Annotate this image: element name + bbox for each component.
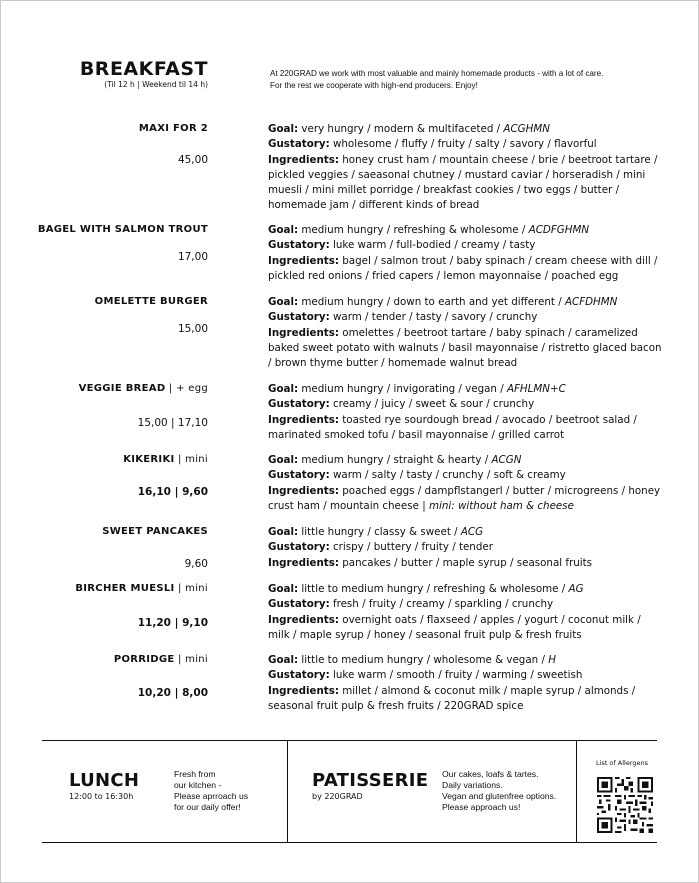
- lunch-text: [174, 769, 248, 813]
- gustatory-label: Gustatory:: [268, 598, 330, 611]
- item-gustatory: [268, 540, 663, 555]
- item-name: [114, 653, 208, 666]
- item-ingredients: [268, 684, 663, 715]
- gustatory-label: Gustatory:: [268, 398, 330, 411]
- item-gustatory: [268, 238, 663, 253]
- item-ingredients: [268, 153, 663, 214]
- goal-text: medium hungry / invigorating / vegan /: [301, 383, 507, 395]
- ingredients-text: honey crust ham / mountain cheese / brie / beetroot tartare / pickled veggies / saeasonal chutney / mustard caviar / horseradish / mini muesli / mini millet porridge / breakfast cookies / two eggs / butter / homemade jam / different kinds of bread: [268, 153, 658, 212]
- item-description: [268, 653, 663, 714]
- goal-text: medium hungry / refreshing & wholesome /: [301, 224, 529, 236]
- item-tag: | mini: [174, 454, 208, 465]
- item-ingredients: [268, 413, 663, 444]
- item-name: [79, 382, 208, 395]
- item-description: [268, 453, 663, 514]
- intro-line-1: At 220GRAD we work with most valuable and mainly homemade products - with a lot of care.: [270, 69, 604, 78]
- goal-label: Goal:: [268, 654, 299, 666]
- item-description: [268, 582, 663, 643]
- item-title: KIKERIKI: [123, 454, 175, 465]
- gustatory-label: Gustatory:: [268, 311, 330, 324]
- item-price: 45,00: [177, 154, 208, 166]
- item-ingredients: [268, 484, 663, 515]
- footer-divider-left: [287, 741, 288, 842]
- footer-divider-right: [576, 741, 577, 842]
- item-name: [102, 525, 208, 538]
- ingredients-label: Ingredients:: [268, 326, 339, 339]
- allergen-codes: H: [548, 654, 556, 666]
- item-price: 15,00: [177, 323, 208, 335]
- patisserie-text: [442, 769, 556, 813]
- gustatory-text: luke warm / smooth / fruity / warming / sweetish: [332, 669, 583, 682]
- ingredients-label: Ingredients:: [268, 613, 339, 626]
- goal-text: medium hungry / straight & hearty /: [301, 454, 492, 466]
- item-description: [268, 295, 663, 371]
- allergen-codes: ACFDHMN: [564, 296, 618, 308]
- lunch-text-line: our kitchen -: [174, 780, 222, 790]
- item-gustatory: [268, 668, 663, 683]
- goal-label: Goal:: [268, 224, 299, 236]
- item-gustatory: [268, 310, 663, 325]
- lunch-text-line: Fresh from: [174, 769, 216, 779]
- item-name: [123, 453, 208, 466]
- gustatory-text: crispy / buttery / fruity / tender: [332, 541, 493, 554]
- footer-bottom-divider: [42, 842, 657, 843]
- patisserie-by: by 220GRAD: [312, 792, 363, 801]
- allergen-list-label: List of Allergens: [596, 759, 649, 767]
- item-goal: [268, 653, 663, 668]
- lunch-text-line: for our daily offer!: [174, 802, 241, 812]
- ingredients-label: Ingredients:: [268, 153, 339, 166]
- ingredients-label: Ingredients:: [268, 684, 339, 697]
- breakfast-hours: (Til 12 h | Weekend til 14 h): [104, 80, 208, 89]
- item-goal: [268, 223, 663, 238]
- ingredients-text: millet / almond & coconut milk / maple syrup / almonds / seasonal fruit pulp & fresh fruits / 220GRAD spice: [268, 684, 636, 712]
- gustatory-label: Gustatory:: [268, 239, 330, 252]
- gustatory-label: Gustatory:: [268, 138, 330, 151]
- goal-label: Goal:: [268, 123, 299, 135]
- gustatory-text: luke warm / full-bodied / creamy / tasty: [332, 239, 536, 252]
- ingredients-text: toasted rye sourdough bread / avocado / beetroot salad / marinated smoked tofu / basil mayonnaise / grilled carrot: [268, 413, 637, 441]
- item-description: [268, 525, 663, 571]
- goal-label: Goal:: [268, 526, 299, 538]
- item-tag: | mini: [174, 583, 208, 594]
- item-price: 11,20 | 9,10: [137, 617, 208, 629]
- goal-text: little hungry / classy & sweet /: [301, 526, 461, 538]
- ingredients-label: Ingredients:: [268, 254, 339, 267]
- allergen-codes: AFHLMN+C: [506, 383, 566, 395]
- gustatory-label: Gustatory:: [268, 541, 330, 554]
- item-gustatory: [268, 137, 663, 152]
- allergen-codes: ACDFGHMN: [528, 224, 590, 236]
- patisserie-title: PATISSERIE: [312, 770, 429, 791]
- footer-top-divider: [42, 740, 657, 741]
- ingredients-label: Ingredients:: [268, 484, 339, 497]
- item-description: [268, 122, 663, 214]
- allergen-codes: ACG: [460, 526, 484, 538]
- item-gustatory: [268, 468, 663, 483]
- intro-text: [270, 68, 670, 92]
- item-price: 10,20 | 8,00: [137, 687, 208, 699]
- item-ingredients: [268, 556, 663, 571]
- patisserie-text-line: Please approach us!: [442, 802, 521, 812]
- item-description: [268, 382, 663, 443]
- intro-line-2: For the rest we cooperate with high-end producers. Enjoy!: [270, 81, 478, 90]
- patisserie-text-line: Daily variations.: [442, 780, 503, 790]
- item-price: 17,00: [177, 251, 208, 263]
- allergen-codes: ACGHMN: [503, 123, 550, 135]
- lunch-text-line: Please aprroach us: [174, 791, 249, 801]
- item-gustatory: [268, 597, 663, 612]
- item-goal: [268, 453, 663, 468]
- ingredients-label: Ingredients:: [268, 556, 339, 569]
- ingredients-label: Ingredients:: [268, 413, 339, 426]
- ingredients-text: omelettes / beetroot tartare / baby spinach / caramelized baked sweet potato with walnuts / basil mayonnaise / ristretto glaced bacon / brown thyme butter / homemade walnut bread: [268, 326, 662, 370]
- item-title: VEGGIE BREAD: [78, 383, 166, 394]
- ingredients-text: poached eggs / dampflstangerl / butter / microgreens / honey crust ham / mountain cheese |: [268, 484, 661, 512]
- item-title: MAXI FOR 2: [138, 123, 208, 134]
- goal-text: little to medium hungry / refreshing & wholesome /: [301, 583, 569, 595]
- gustatory-label: Gustatory:: [268, 469, 330, 482]
- ingredients-note: mini: without ham & cheese: [428, 499, 574, 512]
- item-title: BAGEL WITH SALMON TROUT: [37, 224, 208, 235]
- item-tag: | + egg: [165, 383, 208, 394]
- item-title: BIRCHER MUESLI: [75, 583, 175, 594]
- goal-label: Goal:: [268, 583, 299, 595]
- ingredients-text: pancakes / butter / maple syrup / seasonal fruits: [342, 556, 593, 569]
- qr-code-icon[interactable]: [597, 777, 653, 833]
- item-description: [268, 223, 663, 284]
- goal-label: Goal:: [268, 383, 299, 395]
- item-title: SWEET PANCAKES: [102, 526, 208, 537]
- gustatory-text: creamy / juicy / sweet & sour / crunchy: [332, 398, 535, 411]
- item-tag: | mini: [174, 654, 208, 665]
- goal-label: Goal:: [268, 296, 299, 308]
- item-name: [38, 223, 208, 236]
- gustatory-text: warm / tender / tasty / savory / crunchy: [332, 311, 538, 324]
- item-price: 9,60: [184, 558, 208, 570]
- item-title: OMELETTE BURGER: [94, 296, 208, 307]
- item-name: [95, 295, 208, 308]
- item-goal: [268, 582, 663, 597]
- item-goal: [268, 122, 663, 137]
- gustatory-text: wholesome / fluffy / fruity / salty / savory / flavorful: [332, 138, 597, 151]
- item-ingredients: [268, 326, 663, 372]
- lunch-hours: 12:00 to 16:30h: [69, 792, 134, 801]
- ingredients-text: overnight oats / flaxseed / apples / yogurt / coconut milk / milk / maple syrup / honey / seasonal fruit pulp & fresh fruits: [268, 613, 641, 641]
- breakfast-header: [60, 58, 208, 89]
- item-price: 16,10 | 9,60: [137, 486, 208, 498]
- goal-text: medium hungry / down to earth and yet different /: [301, 296, 565, 308]
- gustatory-text: fresh / fruity / creamy / sparkling / crunchy: [332, 598, 554, 611]
- item-goal: [268, 295, 663, 310]
- patisserie-text-line: Vegan and glutenfree options.: [442, 791, 557, 801]
- allergen-codes: AG: [568, 583, 584, 595]
- item-goal: [268, 382, 663, 397]
- item-gustatory: [268, 397, 663, 412]
- item-name: [75, 582, 208, 595]
- item-name: [139, 122, 208, 135]
- item-price: 15,00 | 17,10: [137, 417, 208, 429]
- item-title: PORRIDGE: [113, 654, 175, 665]
- lunch-title: LUNCH: [69, 770, 140, 791]
- page-title: BREAKFAST: [79, 58, 208, 80]
- item-ingredients: [268, 254, 663, 285]
- item-goal: [268, 525, 663, 540]
- goal-label: Goal:: [268, 454, 299, 466]
- item-ingredients: [268, 613, 663, 644]
- gustatory-text: warm / salty / tasty / crunchy / soft & creamy: [332, 469, 566, 482]
- ingredients-text: bagel / salmon trout / baby spinach / cream cheese with dill / pickled red onions / fried capers / lemon mayonnaise / poached egg: [268, 254, 658, 282]
- goal-text: very hungry / modern & multifaceted /: [301, 123, 504, 135]
- gustatory-label: Gustatory:: [268, 669, 330, 682]
- goal-text: little to medium hungry / wholesome & vegan /: [301, 654, 549, 666]
- patisserie-text-line: Our cakes, loafs & tartes.: [442, 769, 539, 779]
- allergen-codes: ACGN: [491, 454, 522, 466]
